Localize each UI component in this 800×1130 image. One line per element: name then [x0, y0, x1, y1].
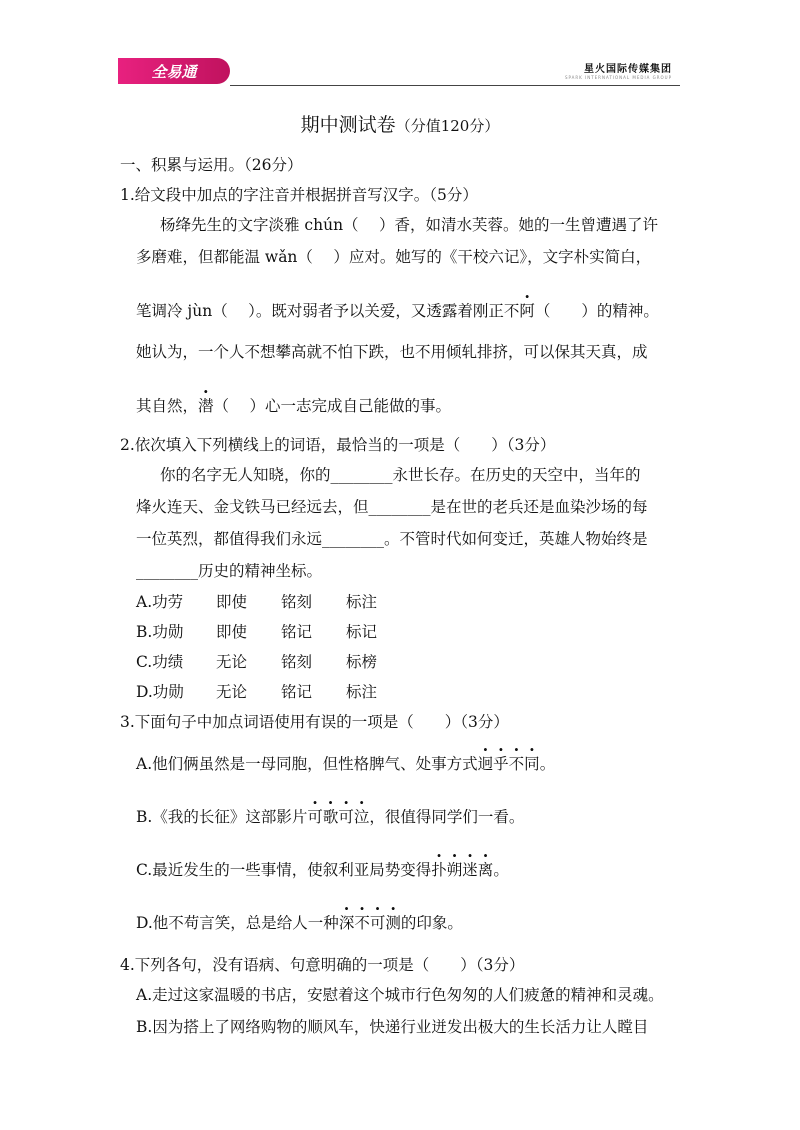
page-title — [0, 110, 800, 137]
q1-line-2: 多磨难，但都能温 wǎn（ ）应对。她写的《干校六记》，文字朴实简白， — [136, 248, 652, 266]
q2-stem: 2.依次填入下列横线上的词语，最恰当的一项是（ ）（3分） — [120, 436, 556, 454]
publisher-brand — [565, 60, 672, 80]
title-score: （分值120分） — [395, 117, 500, 135]
q3-option-b: B.《我的长征》这部影片可歌可泣，很值得同学们一看。 — [136, 808, 525, 826]
q1-line-1: 杨绛先生的文字淡雅 chún（ ）香，如清水芙蓉。她的一生曾遭遇了许 — [160, 216, 658, 234]
dotted-word: 深不可测 — [338, 914, 401, 932]
section-heading: 一、积累与运用。（26分） — [120, 156, 303, 174]
publisher-subtitle: SPARK INTERNATIONAL MEDIA GROUP — [564, 75, 672, 80]
q4-option-a: A.走过这家温暖的书店，安慰着这个城市行色匆匆的人们疲惫的精神和灵魂。 — [136, 986, 664, 1004]
dotted-word: 扑朔迷离 — [431, 861, 494, 879]
q4-option-b: B.因为搭上了网络购物的顺风车，快递行业迸发出极大的生长活力让人瞠目 — [136, 1018, 649, 1036]
q1-line-4: 她认为，一个人不想攀高就不怕下跌，也不用倾轧排挤，可以保其天真，成 — [136, 343, 648, 361]
publisher-name: 星火国际传媒集团 — [584, 64, 672, 75]
q2-line-1: 你的名字无人知晓，你的________永世长存。在历史的天空中，当年的 — [160, 466, 641, 484]
logo: 全易通 — [118, 58, 230, 84]
dotted-word: 迥乎不同 — [477, 755, 540, 773]
title-main: 期中测试卷 — [300, 114, 396, 136]
q4-stem: 4.下列各句，没有语病、句意明确的一项是（ ）（3分） — [120, 956, 525, 974]
q3-option-a: A.他们俩虽然是一母同胞，但性格脾气、处事方式迥乎不同。 — [136, 755, 556, 773]
q2-line-4: ________历史的精神坐标。 — [136, 562, 323, 580]
q2-line-3: 一位英烈，都值得我们永远________。不管时代如何变迁，英雄人物始终是 — [136, 530, 648, 548]
dotted-char: 阿 — [519, 302, 535, 320]
q3-stem: 3.下面句子中加点词语使用有误的一项是（ ）（3分） — [120, 713, 509, 731]
dotted-word: 可歌可泣 — [307, 808, 370, 826]
q2-line-2: 烽火连天、金戈铁马已经远去，但________是在世的老兵还是血染沙场的每 — [136, 498, 648, 516]
header-rule — [230, 85, 680, 86]
q3-option-c: C.最近发生的一些事情，使叙利亚局势变得扑朔迷离。 — [136, 861, 509, 879]
q1-line-5: 其自然，潜（ ）心一志完成自己能做的事。 — [136, 397, 451, 415]
page-header — [118, 56, 680, 86]
q1-stem: 1.给文段中加点的字注音并根据拼音写汉字。（5分） — [120, 186, 478, 204]
dotted-char: 潜 — [198, 397, 214, 415]
q1-line-3: 笔调冷 jùn（ ）。既对弱者予以关爱，又透露着刚正不阿（ ）的精神。 — [136, 302, 659, 320]
q3-option-d: D.他不苟言笑，总是给人一种深不可测的印象。 — [136, 914, 463, 932]
